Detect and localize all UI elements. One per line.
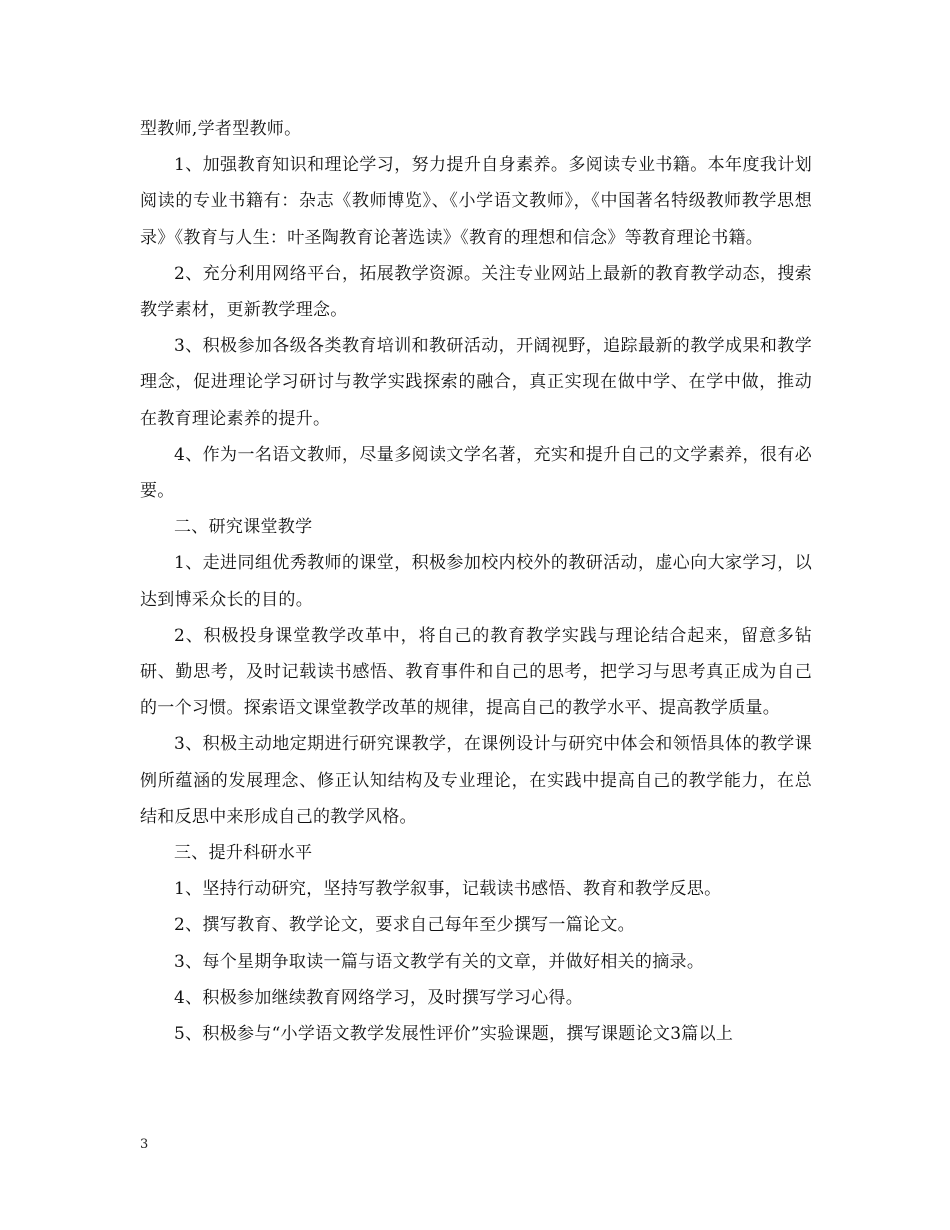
paragraph-0: 型教师,学者型教师。 [140,119,302,139]
paragraph-12: 3、每个星期争取读一篇与语文教学有关的文章，并做好相关的摘录。 [174,951,705,972]
paragraph-10: 1、坚持行动研究，坚持写教学叙事，记载读书感悟、教育和教学反思。 [174,879,722,900]
document-body [140,111,812,1052]
paragraph-8: 3、积极主动地定期进行研究课教学，在课例设计与研究中体会和领悟具体的教学课例所蕴涵的发展理念、修正认知结构及专业理论，在实践中提高自己的教学能力，在总结和反思中来形成自己的教学风格。 [140,734,812,827]
paragraph-2: 2、充分利用网络平台，拓展教学资源。关注专业网站上最新的教育教学动态，搜索教学素材，更新教学理念。 [140,263,812,321]
paragraph-14: 5、积极参与“小学语文教学发展性评价”实验课题，撰写课题论文3篇以上 [174,1024,734,1045]
paragraph-13: 4、积极参加继续教育网络学习，及时撰写学习心得。 [174,987,584,1008]
paragraph-11: 2、撰写教育、教学论文，要求自己每年至少撰写一篇论文。 [174,915,635,936]
paragraph-3: 3、积极参加各级各类教育培训和教研活动，开阔视野，追踪最新的教学成果和教学理念，促进理论学习研讨与教学实践探索的融合，真正实现在做中学、在学中做，推动在教育理论素养的提升。 [140,336,812,429]
paragraph-1: 1、加强教育知识和理论学习，努力提升自身素养。多阅读专业书籍。本年度我计划阅读的专业书籍有：杂志《教师博览》、《小学语文教师》，《中国著名特级教师教学思想录》《教育与人生：叶圣陶教育论著选读》《教育的理想和信念》等教育理论书籍。 [140,155,812,248]
page-number: 3 [140,1137,149,1152]
paragraph-4: 4、作为一名语文教师，尽量多阅读文学名著，充实和提升自己的文学素养，很有必要。 [140,444,812,502]
section-heading-3: 三、提升科研水平 [174,843,313,864]
paragraph-6: 1、走进同组优秀教师的课堂，积极参加校内校外的教研活动，虚心向大家学习，以达到博采众长的目的。 [140,553,812,610]
section-heading-2: 二、研究课堂教学 [174,517,313,538]
paragraph-7: 2、积极投身课堂教学改革中，将自己的教育教学实践与理论结合起来，留意多钻研、勤思考，及时记载读书感悟、教育事件和自己的思考，把学习与思考真正成为自己的一个习惯。探索语文课堂教学改革的规律，提高自己的教学水平、提高教学质量。 [140,625,812,719]
